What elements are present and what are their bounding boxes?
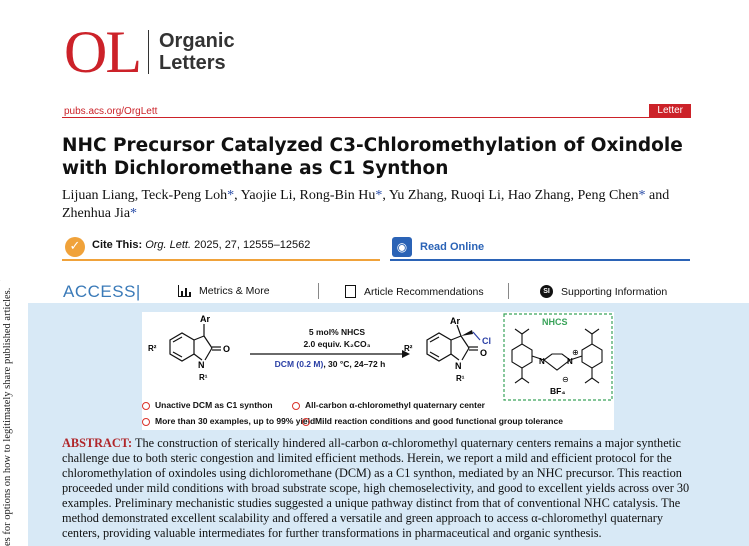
- catalyst-n2-label: N: [567, 357, 573, 366]
- supporting-info-link[interactable]: [540, 285, 667, 298]
- highlight-item: [292, 400, 485, 410]
- author-name[interactable]: Yaojie Li: [240, 188, 293, 203]
- author-name[interactable]: Lijuan Liang: [62, 188, 135, 203]
- article-type-badge: Letter: [649, 104, 691, 118]
- reagent-line-2: 2.0 equiv. K₂CO₃: [303, 339, 371, 349]
- access-text: ACCESS: [63, 282, 136, 301]
- bullet-icon: [142, 418, 150, 426]
- minus-charge: ⊖: [562, 375, 569, 384]
- checkmark-icon: ✓: [65, 237, 85, 257]
- globe-icon: ◉: [392, 237, 412, 257]
- author-name[interactable]: Ruoqi Li: [450, 188, 501, 203]
- carbonyl-o-label: O: [223, 344, 231, 354]
- bullet-icon: [302, 418, 310, 426]
- author-name[interactable]: Hao Zhang: [507, 188, 571, 203]
- cite-details: 2025, 27, 12555–12562: [194, 239, 311, 251]
- access-label: [63, 282, 141, 302]
- author-name[interactable]: Peng Chen: [577, 188, 639, 203]
- header-rule: [62, 117, 691, 118]
- cite-label: Cite This:: [92, 239, 143, 251]
- r2-label: R²: [148, 344, 157, 353]
- download-notice: [2, 287, 28, 546]
- access-separator: [318, 283, 319, 299]
- aryl-label: Ar: [200, 314, 211, 324]
- product-o-label: O: [480, 348, 488, 358]
- logo-divider: [148, 30, 149, 74]
- author-list: Lijuan Liang, Teck-Peng Loh*, Yaojie Li, Rong-Bin Hu*, Yu Zhang, Ruoqi Li, Hao Zhang, Peng Chen* and Zhenhua Jia*: [62, 188, 670, 221]
- author-name[interactable]: Yu Zhang: [388, 188, 444, 203]
- corresponding-author-star[interactable]: *: [375, 188, 383, 203]
- author-name[interactable]: Zhenhua Jia: [62, 206, 131, 221]
- solvent-label: DCM (0.2 M): [274, 359, 324, 369]
- highlight-item: [142, 400, 273, 410]
- starting-oxindole: [170, 324, 221, 361]
- product-n-label: N: [455, 361, 462, 371]
- catalyst-structure: [512, 329, 602, 383]
- highlight-text: Mild reaction conditions and good functional group tolerance: [315, 416, 563, 426]
- wedge-bond: [461, 330, 473, 336]
- journal-url[interactable]: pubs.acs.org/OrgLett: [64, 106, 158, 117]
- logo-word-organic: Organic: [158, 30, 235, 52]
- product-aryl-label: Ar: [450, 316, 461, 326]
- supporting-info-icon: SI: [540, 285, 553, 298]
- bullet-icon: [292, 402, 300, 410]
- logo-word-letters: Letters: [158, 52, 226, 74]
- abstract-label: ABSTRACT:: [62, 436, 133, 450]
- highlight-text: All-carbon α-chloromethyl quaternary center: [305, 400, 485, 410]
- graphical-abstract: [142, 312, 614, 430]
- author-conjunction: and: [645, 188, 670, 203]
- access-cursor: |: [135, 282, 141, 301]
- catalyst-title: NHCS: [542, 317, 568, 327]
- catalyst-n1-label: N: [539, 357, 545, 366]
- journal-logo[interactable]: [64, 19, 235, 85]
- plus-charge: ⊕: [572, 348, 579, 357]
- cite-this[interactable]: [92, 239, 310, 251]
- abstract-text: The construction of sterically hindered all-carbon α-chloromethyl quaternary centers remains a major synthetic challenge due to both steric congestion and limited efficient methods. Herein, we report a mild and efficient protocol for the chloromethylation of oxindoles using dichloromethane (DCM) as a C1 synthon, mediated by an NHC precursor. This reaction proceeded under mild conditions with broad substrate scope, high chemoselectivity, and good to excellent yields across over 30 examples. Preliminary mechanistic studies suggested a unique pathway distinct from that of conventional NHC catalysis. The method demonstrated excellent scalability and offered a versatile and green approach to access α-chloromethyl quaternary centers, providing valuable intermediates for further transformations in pharmaceutical and organic synthesis.: [62, 436, 690, 540]
- logo-mark: OL: [64, 19, 140, 85]
- notice-line-2: es for options on how to legitimately share published articles.: [2, 287, 13, 546]
- access-separator: [508, 283, 509, 299]
- supporting-info-label: Supporting Information: [561, 285, 668, 298]
- logo-wordmark: [159, 30, 235, 74]
- bullet-icon: [142, 402, 150, 410]
- corresponding-author-star[interactable]: *: [130, 206, 138, 221]
- product-r2-label: R²: [404, 344, 413, 353]
- cite-journal: Org. Lett.: [145, 239, 192, 251]
- chlorine-label: Cl: [482, 336, 491, 346]
- counterion-label: BF₄: [550, 386, 566, 396]
- bar-chart-icon: [178, 285, 191, 297]
- read-online-link[interactable]: Read Online: [420, 241, 485, 253]
- article-title: NHC Precursor Catalyzed C3-Chloromethylation of Oxindole with Dichloromethane as C1 Synthon: [62, 135, 683, 179]
- conditions-line: [250, 359, 410, 369]
- cite-underline: [62, 259, 380, 261]
- conditions-label: , 30 °C, 24–72 h: [323, 359, 386, 369]
- recommendations-link[interactable]: [345, 285, 484, 298]
- corresponding-author-star[interactable]: *: [227, 188, 235, 203]
- highlight-item: [142, 416, 315, 426]
- nitrogen-label: N: [198, 360, 205, 370]
- product-r1-label: R¹: [456, 374, 465, 383]
- metrics-link[interactable]: [178, 285, 270, 297]
- r1-label: R¹: [199, 373, 208, 382]
- highlight-text: Unactive DCM as C1 synthon: [155, 400, 273, 410]
- product-oxindole: [427, 325, 478, 361]
- document-icon: [345, 285, 356, 298]
- abstract: [62, 436, 694, 541]
- author-name[interactable]: Teck-Peng Loh: [141, 188, 228, 203]
- metrics-label: Metrics & More: [199, 285, 270, 297]
- highlight-text: More than 30 examples, up to 99% yield: [155, 416, 316, 426]
- reagent-line-1: 5 mol% NHCS: [308, 327, 366, 337]
- download-notice-text: [0, 275, 14, 546]
- read-online-underline: [390, 259, 690, 261]
- author-name[interactable]: Rong-Bin Hu: [299, 188, 376, 203]
- chloromethyl-bond: [473, 332, 480, 340]
- highlight-item: [302, 416, 563, 426]
- recommendations-label: Article Recommendations: [364, 285, 484, 298]
- corresponding-author-star[interactable]: *: [638, 188, 646, 203]
